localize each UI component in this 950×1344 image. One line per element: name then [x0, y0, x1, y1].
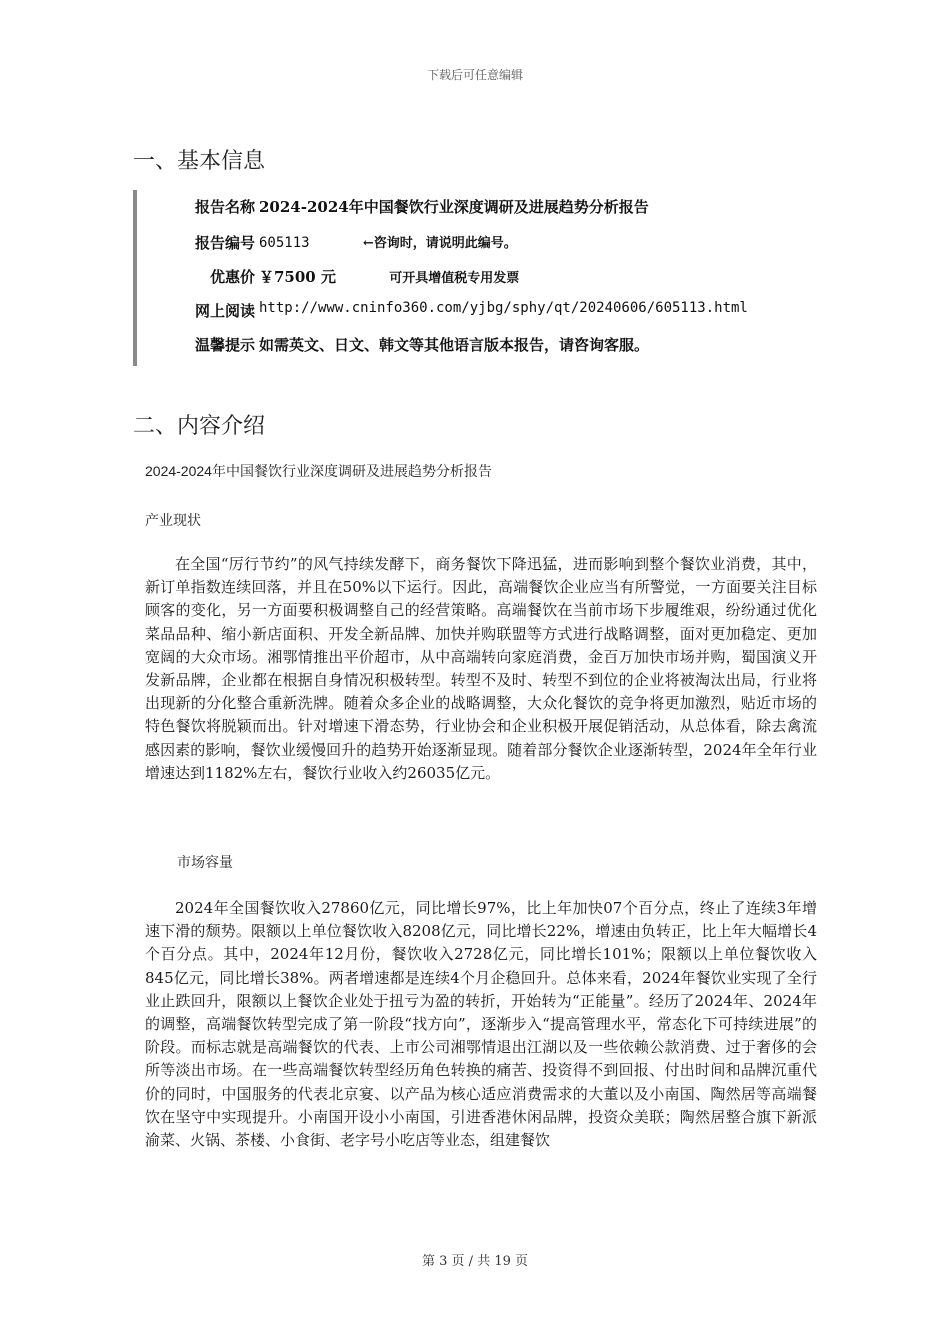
price-label: 优惠价 — [209, 268, 255, 286]
report-no-note: ←咨询时，请说明此编号。 — [362, 236, 517, 251]
report-title: 2024-2024年中国餐饮行业深度调研及进展趋势分析报告 — [145, 463, 492, 479]
info-row-report-name — [167, 196, 649, 217]
report-name-value: 2024-2024年中国餐饮行业深度调研及进展趋势分析报告 — [259, 198, 649, 216]
industry-status-paragraph: 在全国“厉行节约”的风气持续发酵下，商务餐饮下降迅猛，进而影响到整个餐饮业消费，其中，新订单指数连续回落，并且在50%以下运行。因此，高端餐饮企业应当有所警觉，一方面要关注目标顾客的变化，另一方面要积极调整自己的经营策略。高端餐饮在当前市场下步履维艰，纷纷通过优化菜品品种、缩小新店面积、开发全新品牌、加快并购联盟等方式进行战略调整，面对更加稳定、更加宽阔的大众市场。湘鄂情推出平价超市，从中高端转向家庭消费，金百万加快市场并购，蜀国演义开发新品牌，企业都在根据自身情况积极转型。转型不及时、转型不到位的企业将被淘汰出局，行业将出现新的分化整合重新洗牌。随着众多企业的战略调整，大众化餐饮的竞争将更加激烈，贴近市场的特色餐饮将脱颖而出。针对增速下滑态势，行业协会和企业积极开展促销活动，从总体看，除去禽流感因素的影响，餐饮业缓慢回升的趋势开始逐渐显现。随着部分餐饮企业逐渐转型，2024年全年行业增速达到1182%左右，餐饮行业收入约26035亿元。 — [145, 555, 817, 782]
report-no: 605113 — [259, 235, 310, 251]
page-footer: 第 3 页 / 共 19 页 — [422, 1254, 528, 1269]
online-url-link[interactable]: http://www.cninfo360.com/yjbg/sphy/qt/20240606/605113.html — [259, 300, 748, 316]
report-name-label: 报告名称 — [194, 198, 255, 216]
price-value — [259, 266, 519, 287]
market-capacity-heading: 市场容量 — [177, 854, 233, 870]
industry-status-heading: 产业现状 — [145, 512, 201, 528]
info-row-tip — [167, 334, 650, 355]
basic-info-title: 一、基本信息 — [133, 149, 266, 174]
price-note: 可开具增值税专用发票 — [389, 271, 520, 286]
info-row-price — [167, 266, 520, 287]
header-note: 下载后可任意编辑 — [426, 68, 523, 82]
info-row-online — [167, 300, 748, 321]
tip-value: 如需英文、日文、韩文等其他语言版本报告，请咨询客服。 — [259, 336, 650, 354]
online-label: 网上阅读 — [194, 302, 255, 320]
report-no-value — [259, 232, 517, 251]
tip-label: 温馨提示 — [194, 336, 255, 354]
info-row-report-no — [167, 232, 517, 253]
info-box — [133, 190, 837, 366]
content-title: 二、内容介绍 — [133, 414, 266, 439]
price: ￥7500 元 — [259, 268, 336, 286]
report-no-label: 报告编号 — [194, 234, 255, 252]
market-capacity-paragraph: 2024年全国餐饮收入27860亿元，同比增长97%，比上年加快07个百分点，终止了连续3年增速下滑的颓势。限额以上单位餐饮收入8208亿元，同比增长22%，增速由负转正，比上年大幅增长4个百分点。其中，2024年12月份，餐饮收入2728亿元，同比增长101%；限额以上单位餐饮收入845亿元，同比增长38%。两者增速都是连续4个月企稳回升。总体来看，2024年餐饮业实现了全行业止跌回升，限额以上餐饮企业处于扭亏为盈的转折，开始转为“正能量”。经历了2024年、2024年的调整，高端餐饮转型完成了第一阶段“找方向”，逐渐步入“提高管理水平，常态化下可持续进展”的阶段。而标志就是高端餐饮的代表、上市公司湘鄂情退出江湖以及一些依赖公款消费、过于奢侈的会所等淡出市场。在一些高端餐饮转型经历角色转换的痛苦、投资得不到回报、付出时间和品牌沉重代价的同时，中国服务的代表北京宴、以产品为核心适应消费需求的大董以及小南国、陶然居等高端餐饮在坚守中实现提升。小南国开设小小南国，引进香港休闲品牌，投资众美联；陶然居整合旗下新派渝菜、火锅、茶楼、小食街、老字号小吃店等业态，组建餐饮 — [145, 899, 817, 1150]
